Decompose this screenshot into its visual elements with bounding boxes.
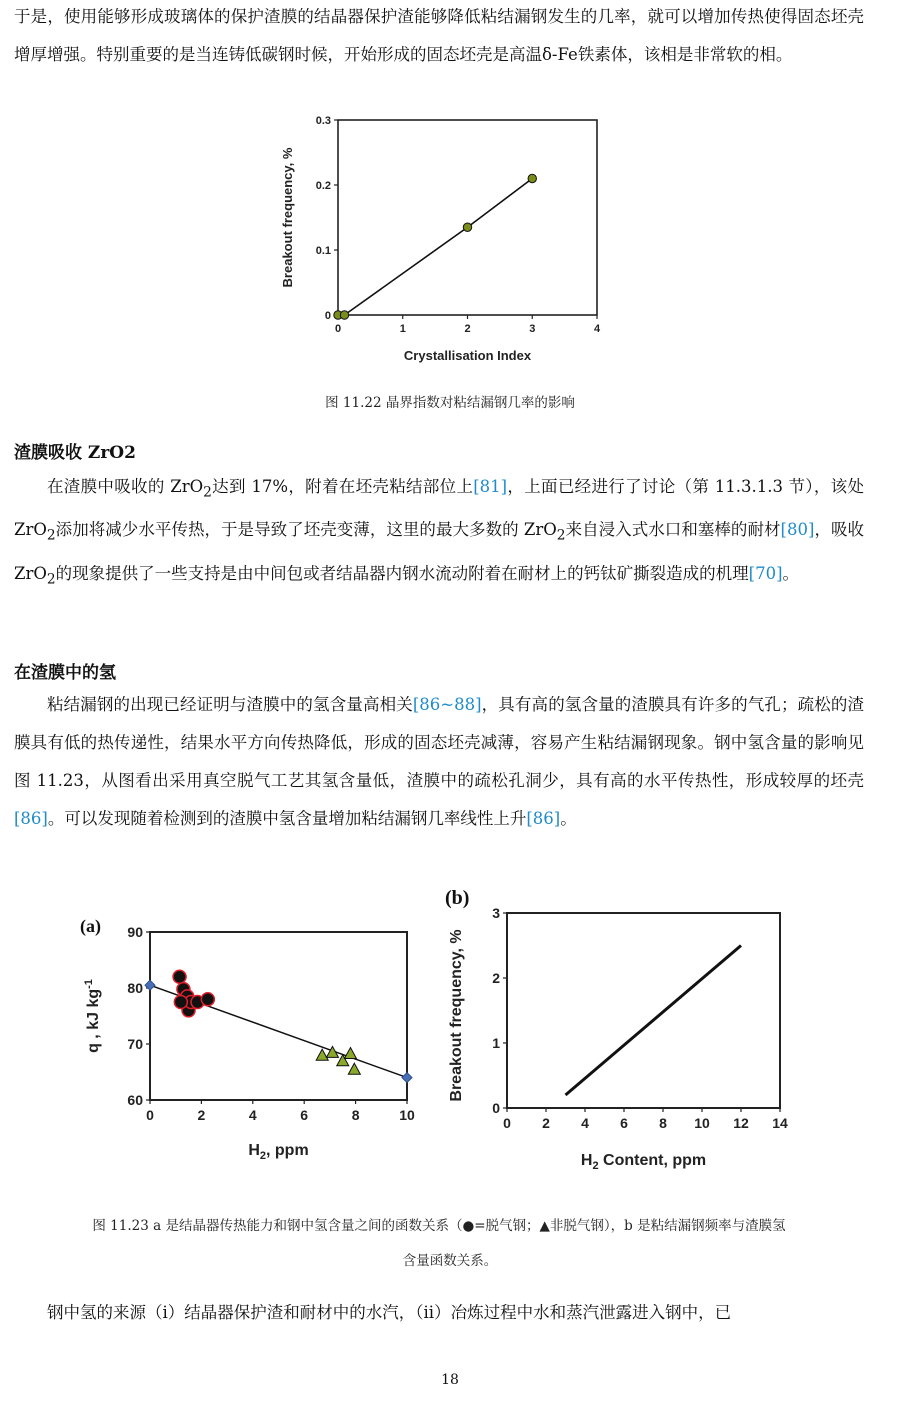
plot-frame	[338, 120, 597, 315]
ref-86[interactable]: [86]	[14, 809, 48, 828]
x-tick-label: 0	[146, 1107, 154, 1123]
closing-paragraph: 钢中氢的来源（i）结晶器保护渣和耐材中的水汽，（ii）冶炼过程中水和蒸汽泄露进入钢中，已	[47, 1303, 732, 1322]
ref-80[interactable]: [80]	[780, 520, 815, 540]
x-tick-label: 4	[593, 323, 601, 335]
chart-heat-transfer	[60, 910, 430, 1170]
degassed-point	[173, 970, 186, 983]
x-tick-label: 2	[197, 1107, 206, 1123]
y-tick-label: 60	[127, 1091, 143, 1108]
x-tick-label: 6	[620, 1115, 628, 1131]
x-tick-label: 0	[334, 323, 342, 335]
x-tick-label: 1	[399, 323, 406, 335]
fig23-caption-line2: 含量函数关系。	[402, 1253, 498, 1269]
non-degassed-point	[344, 1048, 356, 1059]
y-axis-label: q , kJ $kg^{-1}$	[83, 979, 102, 1053]
degassed-point	[174, 996, 187, 1009]
y-tick-label: 1	[492, 1034, 500, 1051]
y-tick-label: 80	[127, 979, 143, 996]
y-axis-label: Breakout frequency, %	[448, 929, 465, 1102]
page-number: 18	[441, 1372, 459, 1388]
x-tick-label: 4	[581, 1115, 589, 1131]
fit-endpoint	[402, 1073, 412, 1083]
x-axis-label: $H_2$, ppm	[248, 1142, 309, 1162]
y-tick-label: 3	[492, 904, 500, 921]
x-tick-label: 2	[542, 1115, 550, 1131]
ref-86-88[interactable]: [86~88]	[412, 695, 482, 714]
x-axis-label: $H_2$ Content, ppm	[580, 1152, 707, 1172]
series-line	[338, 179, 532, 316]
zro2-heading: 渣膜吸收 ZrO2	[14, 443, 136, 463]
plot-frame	[507, 913, 780, 1108]
data-point	[528, 174, 536, 182]
y-tick-label: 70	[127, 1035, 143, 1052]
x-tick-label: 3	[529, 323, 536, 335]
y-tick-label: 0	[492, 1099, 500, 1116]
ref-86-b[interactable]: [86]	[526, 809, 561, 828]
chart-breakout-h2	[435, 880, 805, 1175]
x-tick-label: 14	[772, 1115, 788, 1131]
x-tick-label: 2	[464, 323, 471, 335]
fig23-caption-line1: 图 11.23 a 是结晶器传热能力和钢中氢含量之间的函数关系（●=脱气钢；▲非脱气钢），b 是粘结漏钢频率与渣膜氢	[92, 1218, 786, 1234]
x-tick-label: 10	[399, 1107, 415, 1123]
zro2-paragraph: 在渣膜中吸收的 ZrO$_2$达到 17%，附着在坯壳粘结部位上[81]，上面已经进行了讨论（第 11.3.1.3 节），该处 ZrO$_2$添加将减少水平传热，于是导致了坯壳变薄，这里的最大多数的 ZrO$_2$来自浸入式水口和塞棒的耐材[80]，吸收 ZrO$_2$的现象提供了一些支持是由中间包或者结晶器内钢水流动附着在耐材上的钙钛矿撕裂造成的机理[70]。	[14, 477, 865, 587]
hydrogen-heading: 在渣膜中的氢	[14, 663, 116, 683]
y-axis-label: Breakout frequency, %	[280, 147, 295, 288]
intro-paragraph: 于是，使用能够形成玻璃体的保护渣膜的结晶器保护渣能够降低粘结漏钢发生的几率，就可以增加传热使得固态坯壳增厚增强。特别重要的是当连铸低碳钢时候，开始形成的固态坯壳是高温δ-Fe铁素体，该相是非常软的相。	[14, 7, 864, 64]
data-point	[340, 311, 348, 319]
non-degassed-point	[348, 1063, 360, 1074]
x-tick-label: 0	[503, 1115, 511, 1131]
y-tick-label: 2	[492, 969, 500, 986]
y-tick-label: 0	[324, 309, 331, 322]
y-tick-label: 0.3	[315, 114, 331, 127]
y-tick-label: 0.2	[315, 179, 331, 192]
x-axis-label: Crystallisation Index	[403, 348, 532, 363]
ref-81[interactable]: [81]	[473, 477, 508, 496]
degassed-point	[201, 993, 214, 1006]
fig22-caption: 图 11.22 晶界指数对粘结漏钢几率的影响	[325, 395, 575, 411]
x-tick-label: 8	[351, 1107, 360, 1123]
hydrogen-paragraph: 粘结漏钢的出现已经证明与渣膜中的氢含量高相关[86~88]，具有高的氢含量的渣膜具有许多的气孔；疏松的渣膜具有低的热传递性，结果水平方向传热降低，形成的固态坯壳减薄，容易产生粘结漏钢现象。钢中氢含量的影响见图 11.23，从图看出采用真空脱气工艺其氢含量低，渣膜中的疏松孔洞少，具有高的水平传热性，形成较厚的坯壳[86]。可以发现随着检测到的渣膜中氢含量增加粘结漏钢几率线性上升[86]。	[14, 695, 865, 828]
series-line	[566, 946, 742, 1096]
x-tick-label: 4	[248, 1107, 257, 1123]
x-tick-label: 6	[300, 1107, 309, 1123]
chart-crystallisation	[270, 110, 620, 370]
panel-label: (a)	[80, 916, 101, 936]
non-degassed-point	[316, 1049, 328, 1060]
data-point	[463, 223, 471, 231]
x-tick-label: 12	[733, 1115, 749, 1131]
y-tick-label: 90	[127, 923, 143, 940]
x-tick-label: 10	[694, 1115, 710, 1131]
panel-label: (b)	[445, 887, 470, 909]
x-tick-label: 8	[659, 1115, 667, 1131]
y-tick-label: 0.1	[315, 244, 331, 257]
ref-70[interactable]: [70]	[748, 563, 783, 583]
fit-endpoint	[145, 980, 155, 990]
